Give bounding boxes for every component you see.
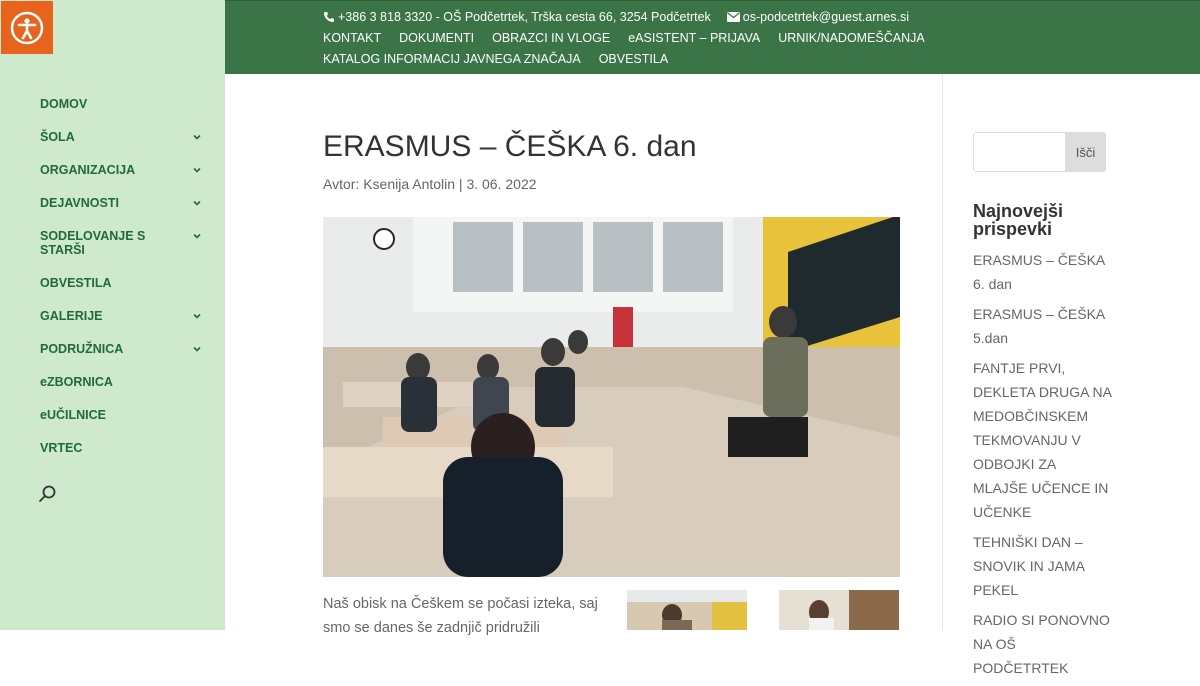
top-nav-link[interactable]: OBVESTILA [598, 52, 669, 66]
recent-post-link[interactable]: ERASMUS – ČEŠKA 5.dan [973, 306, 1105, 346]
sidebar-item-label: eUČILNICE [40, 408, 106, 422]
sidebar-item-label: DEJAVNOSTI [40, 196, 119, 210]
sidebar-item-label: ŠOLA [40, 130, 75, 144]
sidebar-item-0[interactable] [40, 97, 210, 111]
chevron-down-icon[interactable] [192, 231, 202, 241]
sidebar-search [973, 132, 1106, 172]
sidebar-item-label: VRTEC [40, 441, 83, 455]
sidebar-item-label: eZBORNICA [40, 375, 113, 389]
search-icon[interactable] [38, 484, 58, 504]
featured-photo [323, 217, 900, 577]
gallery-thumbnail-1[interactable] [627, 590, 747, 630]
top-nav-link[interactable]: KATALOG INFORMACIJ JAVNEGA ZNAČAJA [323, 52, 581, 66]
sidebar-item-10[interactable] [40, 441, 210, 455]
sidebar-item-8[interactable] [40, 375, 210, 389]
sidebar-item-label: ORGANIZACIJA [40, 163, 136, 177]
phone-icon [323, 11, 335, 23]
left-sidebar [0, 0, 225, 630]
sidebar-search-input[interactable] [974, 133, 1066, 171]
top-nav-link[interactable]: URNIK/NADOMEŠČANJA [778, 31, 925, 45]
chevron-down-icon[interactable] [192, 344, 202, 354]
gallery-thumbnail-2[interactable] [779, 590, 899, 630]
contact-info [323, 10, 909, 24]
chevron-down-icon[interactable] [192, 132, 202, 142]
sidebar-item-5[interactable] [40, 276, 210, 290]
recent-posts-list [973, 248, 1113, 686]
sidebar-item-2[interactable] [40, 163, 210, 177]
sidebar-item-label: GALERIJE [40, 309, 103, 323]
recent-posts-heading: Najnovejši prispevki [973, 201, 1064, 239]
top-header-bar [225, 0, 1200, 74]
accessibility-button[interactable] [1, 1, 53, 54]
sidebar-item-7[interactable] [40, 342, 210, 356]
chevron-down-icon[interactable] [192, 165, 202, 175]
sidebar-item-6[interactable] [40, 309, 210, 323]
recent-post-link[interactable]: FANTJE PRVI, DEKLETA DRUGA NA MEDOBČINSKEM TEKMOVANJU V ODBOJKI ZA MLAJŠE UČENCE IN UČENKE [973, 360, 1112, 520]
recent-post-link[interactable]: RADIO SI PONOVNO NA OŠ PODČETRTEK [973, 612, 1110, 676]
post-meta: Avtor: Ksenija Antolin | 3. 06. 2022 [323, 176, 537, 192]
sidebar-item-label: SODELOVANJE S STARŠI [40, 229, 146, 257]
sidebar-item-4[interactable] [40, 229, 150, 257]
sidebar-item-9[interactable] [40, 408, 210, 422]
sidebar-item-label: OBVESTILA [40, 276, 112, 290]
sidebar-item-label: PODRUŽNICA [40, 342, 124, 356]
top-nav-link[interactable]: eASISTENT – PRIJAVA [628, 31, 761, 45]
chevron-down-icon[interactable] [192, 311, 202, 321]
top-nav-link[interactable]: KONTAKT [323, 31, 382, 45]
recent-post-link[interactable]: TEHNIŠKI DAN – SNOVIK IN JAMA PEKEL [973, 534, 1085, 598]
mail-icon [727, 12, 740, 22]
post-excerpt: Naš obisk na Češkem se počasi izteka, saj smo se danes še zadnjič pridružili [323, 596, 598, 636]
top-nav-link[interactable]: DOKUMENTI [399, 31, 475, 45]
phone-address: +386 3 818 3320 - OŠ Podčetrtek, Trška cesta 66, 3254 Podčetrtek [338, 10, 711, 24]
accessibility-icon [10, 11, 44, 45]
sidebar-item-3[interactable] [40, 196, 210, 210]
sidebar-item-label: DOMOV [40, 97, 88, 111]
sidebar-item-1[interactable] [40, 130, 210, 144]
content-divider [942, 74, 943, 630]
top-navigation-row-1 [323, 31, 943, 45]
top-nav-link[interactable]: OBRAZCI IN VLOGE [492, 31, 611, 45]
post-title: ERASMUS – ČEŠKA 6. dan [323, 130, 697, 163]
chevron-down-icon[interactable] [192, 198, 202, 208]
recent-post-link[interactable]: ERASMUS – ČEŠKA 6. dan [973, 252, 1105, 292]
top-navigation-row-2 [323, 52, 686, 66]
email-link[interactable]: os-podcetrtek@guest.arnes.si [742, 10, 910, 24]
search-button[interactable]: Išči [1065, 133, 1106, 171]
